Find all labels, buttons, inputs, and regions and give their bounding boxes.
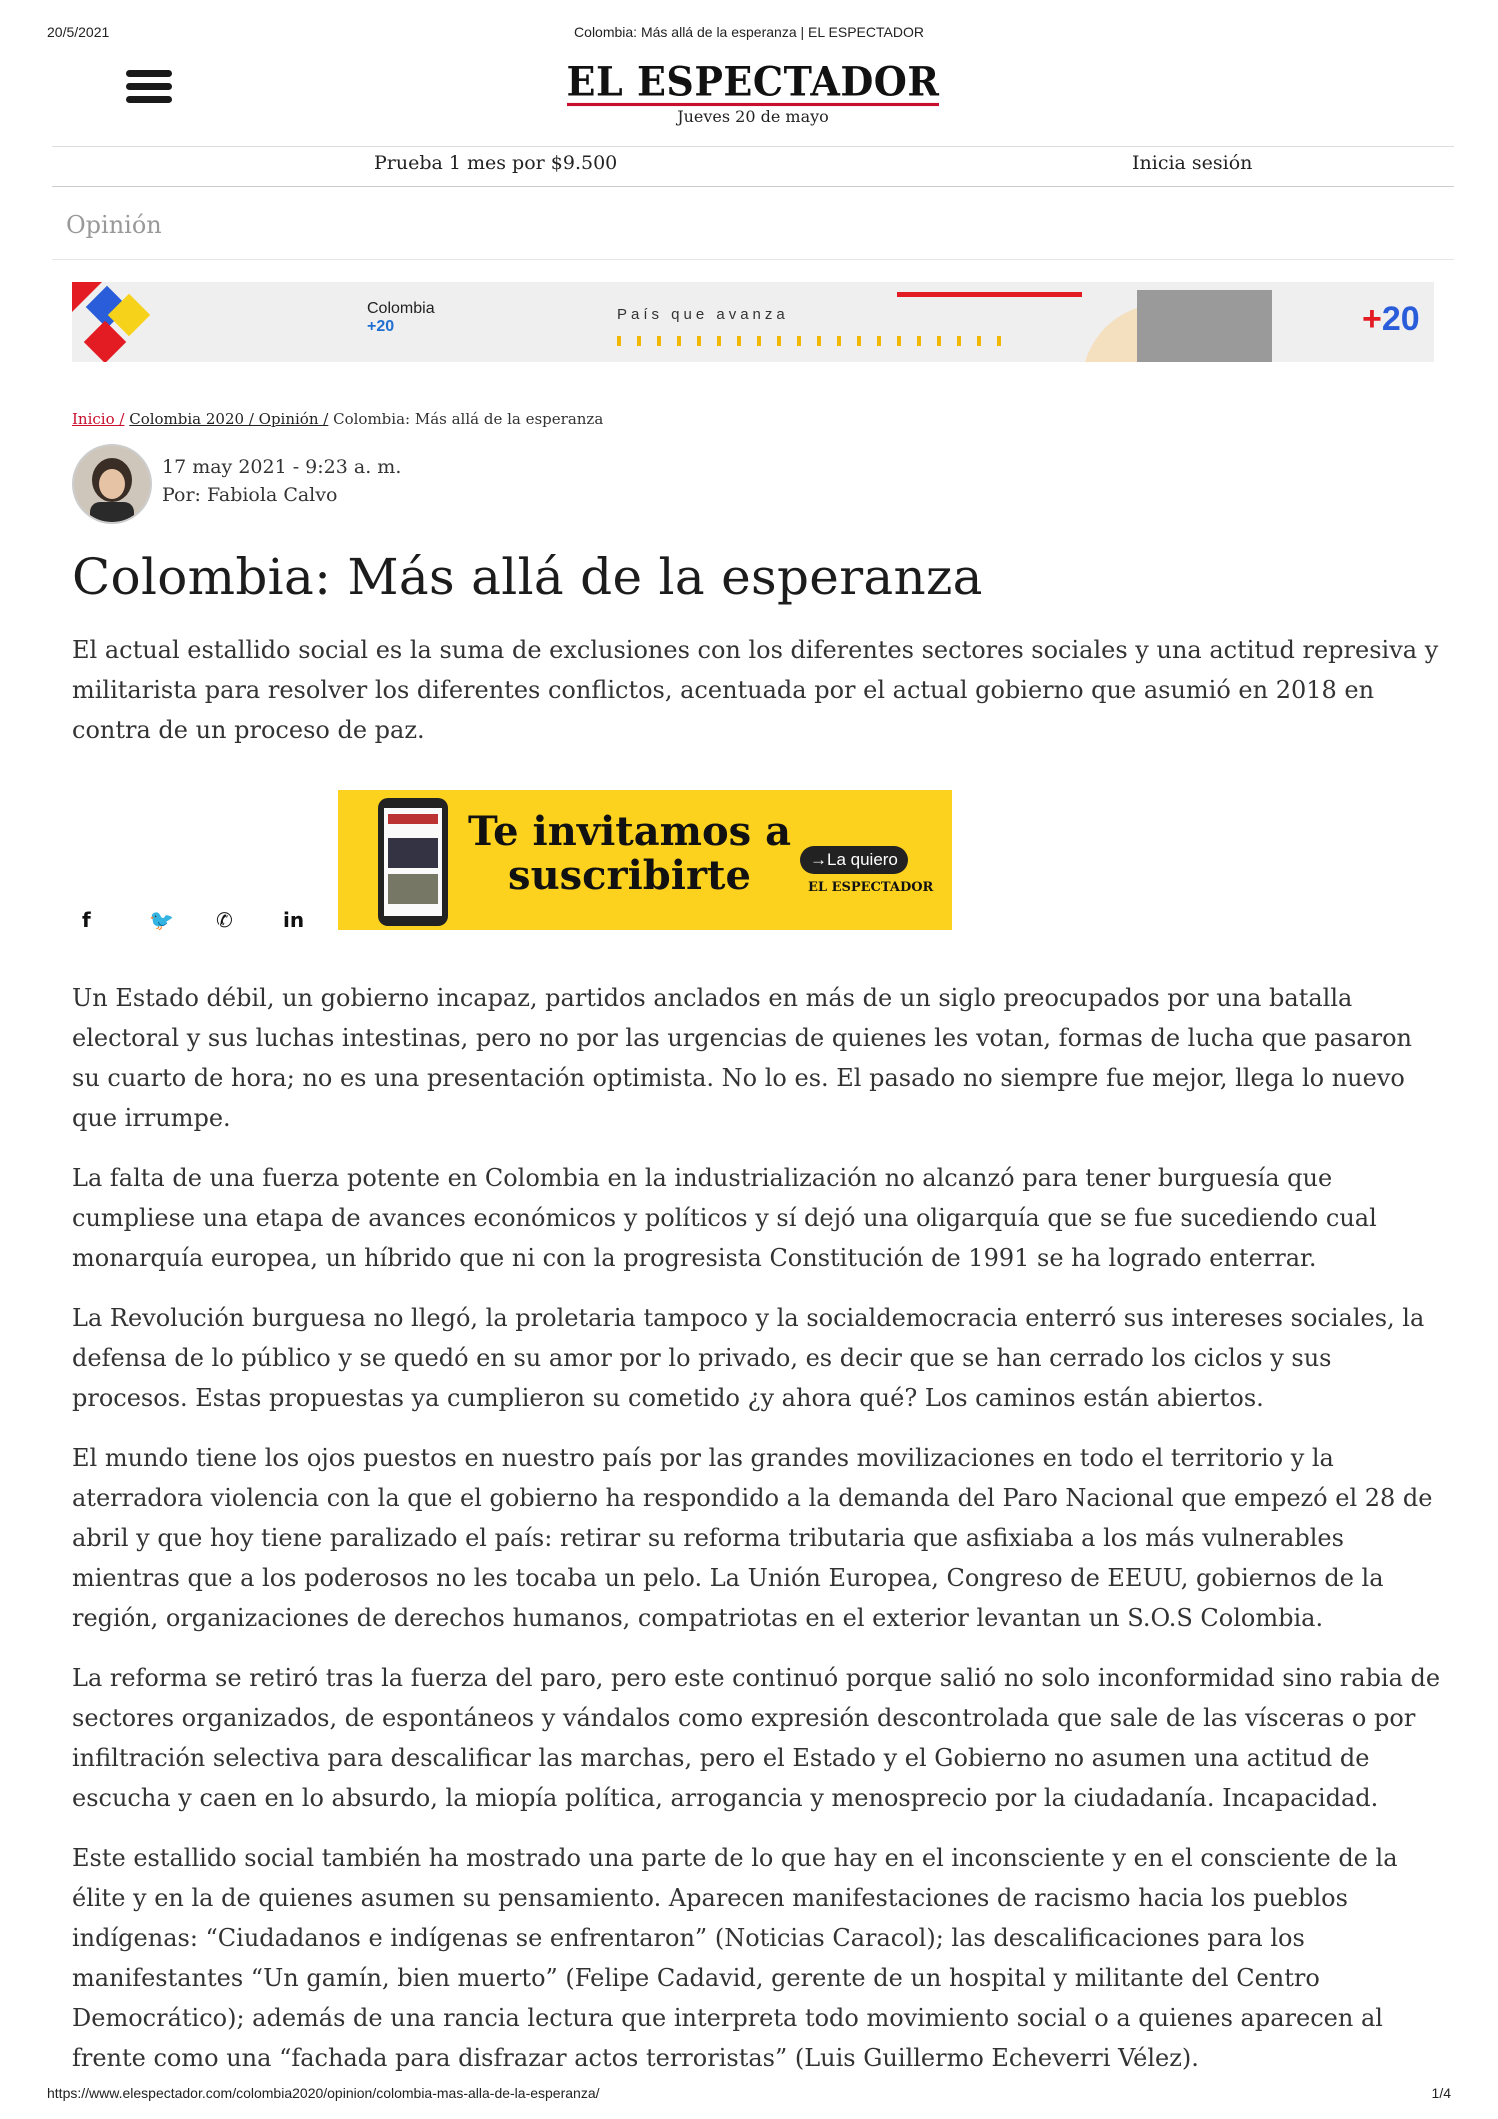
- author-avatar[interactable]: [72, 444, 152, 524]
- site-logo[interactable]: [52, 57, 1454, 126]
- logo-text: EL ESPECTADOR: [566, 57, 940, 106]
- banner-photo: [1137, 290, 1272, 362]
- print-page-number: 1/4: [1431, 2085, 1451, 2101]
- subscription-bar: [52, 146, 1454, 187]
- article-paragraph: Este estallido social también ha mostrado una parte de lo que hay en el inconsciente y en el consciente de la élite y en la de quienes asumen su pensamiento. Aparecen manifestaciones de racismo hacia los pueblos indígenas: “Ciudadanos e indígenas se enfrentaron” (Noticias Caracol); las descalificaciones para los manifestantes “Un gamín, bien muerto” (Felipe Cadavid, gerente de un hospital y militante del Centro Democrático); además de una rancia lectura que interpreta todo movimiento social o a quienes aparecen al frente como una “fachada para disfrazar actos terroristas” (Luis Guillermo Echeverri Vélez).: [72, 1844, 1398, 2072]
- subscribe-brand: EL ESPECTADOR: [808, 880, 934, 895]
- print-page-title: Colombia: Más allá de la esperanza | EL ESPECTADOR: [574, 24, 924, 40]
- banner-brand: [367, 300, 435, 336]
- article-paragraph: La Revolución burguesa no llegó, la proletaria tampoco y la socialdemocracia enterró sus intereses sociales, la defensa de lo público y se quedó en su amor por lo privado, es decir que se han cerrado los ciclos y sus procesos. Estas propuestas ya cumplieron su cometido ¿y ahora qué? Los caminos están abiertos.: [72, 1304, 1425, 1412]
- banner-dots: [617, 336, 1017, 346]
- print-header: [0, 24, 1498, 44]
- print-url: https://www.elespectador.com/colombia2020/opinion/colombia-mas-alla-de-la-esperanza/: [47, 2085, 600, 2101]
- author-photo-icon: [74, 446, 150, 522]
- section-label[interactable]: Opinión: [66, 211, 162, 239]
- banner-badge-plus: +: [1362, 300, 1382, 338]
- article-paragraph: La reforma se retiró tras la fuerza del paro, pero este continuó porque salió no solo inconformidad sino rabia de sectores organizados, de espontáneos y vándalos como expresión descontrolada que sale de las vísceras o por infiltración selectiva para descalificar las marchas, pero el Estado y el Gobierno no asumen una actitud de escucha y caen en lo absurdo, la miopía política, arrogancia y menosprecio por la ciudadanía. Incapacidad.: [72, 1664, 1441, 1812]
- subscribe-line1: Te invitamos a: [468, 808, 792, 855]
- article-paragraph: Un Estado débil, un gobierno incapaz, partidos anclados en más de un siglo preocupados por una batalla electoral y sus luchas intestinas, pero no por las urgencias de quienes les votan, formas de lucha que pasaron su cuarto de hora; no es una presentación optimista. No lo es. El pasado no siempre fue mejor, llega lo nuevo que irrumpe.: [72, 984, 1412, 1132]
- print-footer: [0, 2085, 1498, 2105]
- breadcrumb: [72, 410, 603, 428]
- site-header: [52, 56, 1454, 147]
- whatsapp-icon[interactable]: ✆: [216, 908, 233, 932]
- header-date: Jueves 20 de mayo: [677, 107, 829, 126]
- banner-brand-line1: Colombia: [367, 300, 435, 317]
- section-header: [52, 187, 1454, 260]
- breadcrumb-section[interactable]: Colombia 2020 / Opinión /: [129, 410, 329, 428]
- article-date: 17 may 2021 - 9:23 a. m.: [162, 456, 402, 478]
- banner-badge-num: 20: [1381, 300, 1420, 338]
- twitter-icon[interactable]: 🐦: [149, 908, 174, 932]
- login-link[interactable]: Inicia sesión: [1132, 152, 1253, 174]
- share-bar: [82, 908, 350, 938]
- subscribe-ad[interactable]: [338, 790, 952, 930]
- banner-badge: [1362, 300, 1420, 339]
- article-lead: El actual estallido social es la suma de exclusiones con los diferentes sectores sociales y una actitud represiva y militarista para resolver los diferentes conflictos, acentuada por el actual gobierno que asumió en 2018 en contra de un proceso de paz.: [72, 636, 1439, 744]
- subscribe-line2: suscribirte: [508, 852, 751, 899]
- banner-brand-line2: +20: [367, 318, 395, 335]
- print-date: 20/5/2021: [47, 24, 110, 40]
- article-paragraph: El mundo tiene los ojos puestos en nuestro país por las grandes movilizaciones en todo el territorio y la aterradora violencia con la que el gobierno ha respondido a la demanda del Paro Nacional que empezó el 28 de abril y que hoy tiene paralizado el país: retirar su reforma tributaria que asfixiaba a los más vulnerables mientras que a los poderosos no les tocaba un pelo. La Unión Europea, Congreso de EEUU, gobiernos de la región, organizaciones de derechos humanos, compatriotas en el exterior levantan un S.O.S Colombia.: [72, 1444, 1433, 1632]
- breadcrumb-home[interactable]: Inicio /: [72, 410, 125, 428]
- colombia20-banner[interactable]: [72, 282, 1434, 362]
- linkedin-icon[interactable]: in: [283, 908, 305, 932]
- banner-tagline: País que avanza: [617, 306, 789, 323]
- subscribe-headline: [468, 810, 791, 898]
- facebook-icon[interactable]: f: [82, 908, 91, 932]
- article-title: Colombia: Más allá de la esperanza: [72, 548, 983, 606]
- article-paragraph: La falta de una fuerza potente en Colombia en la industrialización no alcanzó para tener burguesía que cumpliese una etapa de avances económicos y políticos y sí dejó una oligarquía que se fue sucediendo cual monarquía europea, un híbrido que ni con la progresista Constitución de 1991 se ha logrado enterrar.: [72, 1164, 1377, 1272]
- article-author[interactable]: Por: Fabiola Calvo: [162, 484, 338, 506]
- article-body: [72, 978, 1442, 2098]
- subscribe-button[interactable]: →La quiero: [800, 846, 908, 874]
- banner-red-line: [897, 292, 1082, 297]
- colorful-shapes-icon: [72, 282, 152, 362]
- breadcrumb-current: Colombia: Más allá de la esperanza: [333, 410, 604, 428]
- phone-icon: [378, 798, 448, 926]
- trial-promo-link[interactable]: Prueba 1 mes por $9.500: [374, 152, 618, 174]
